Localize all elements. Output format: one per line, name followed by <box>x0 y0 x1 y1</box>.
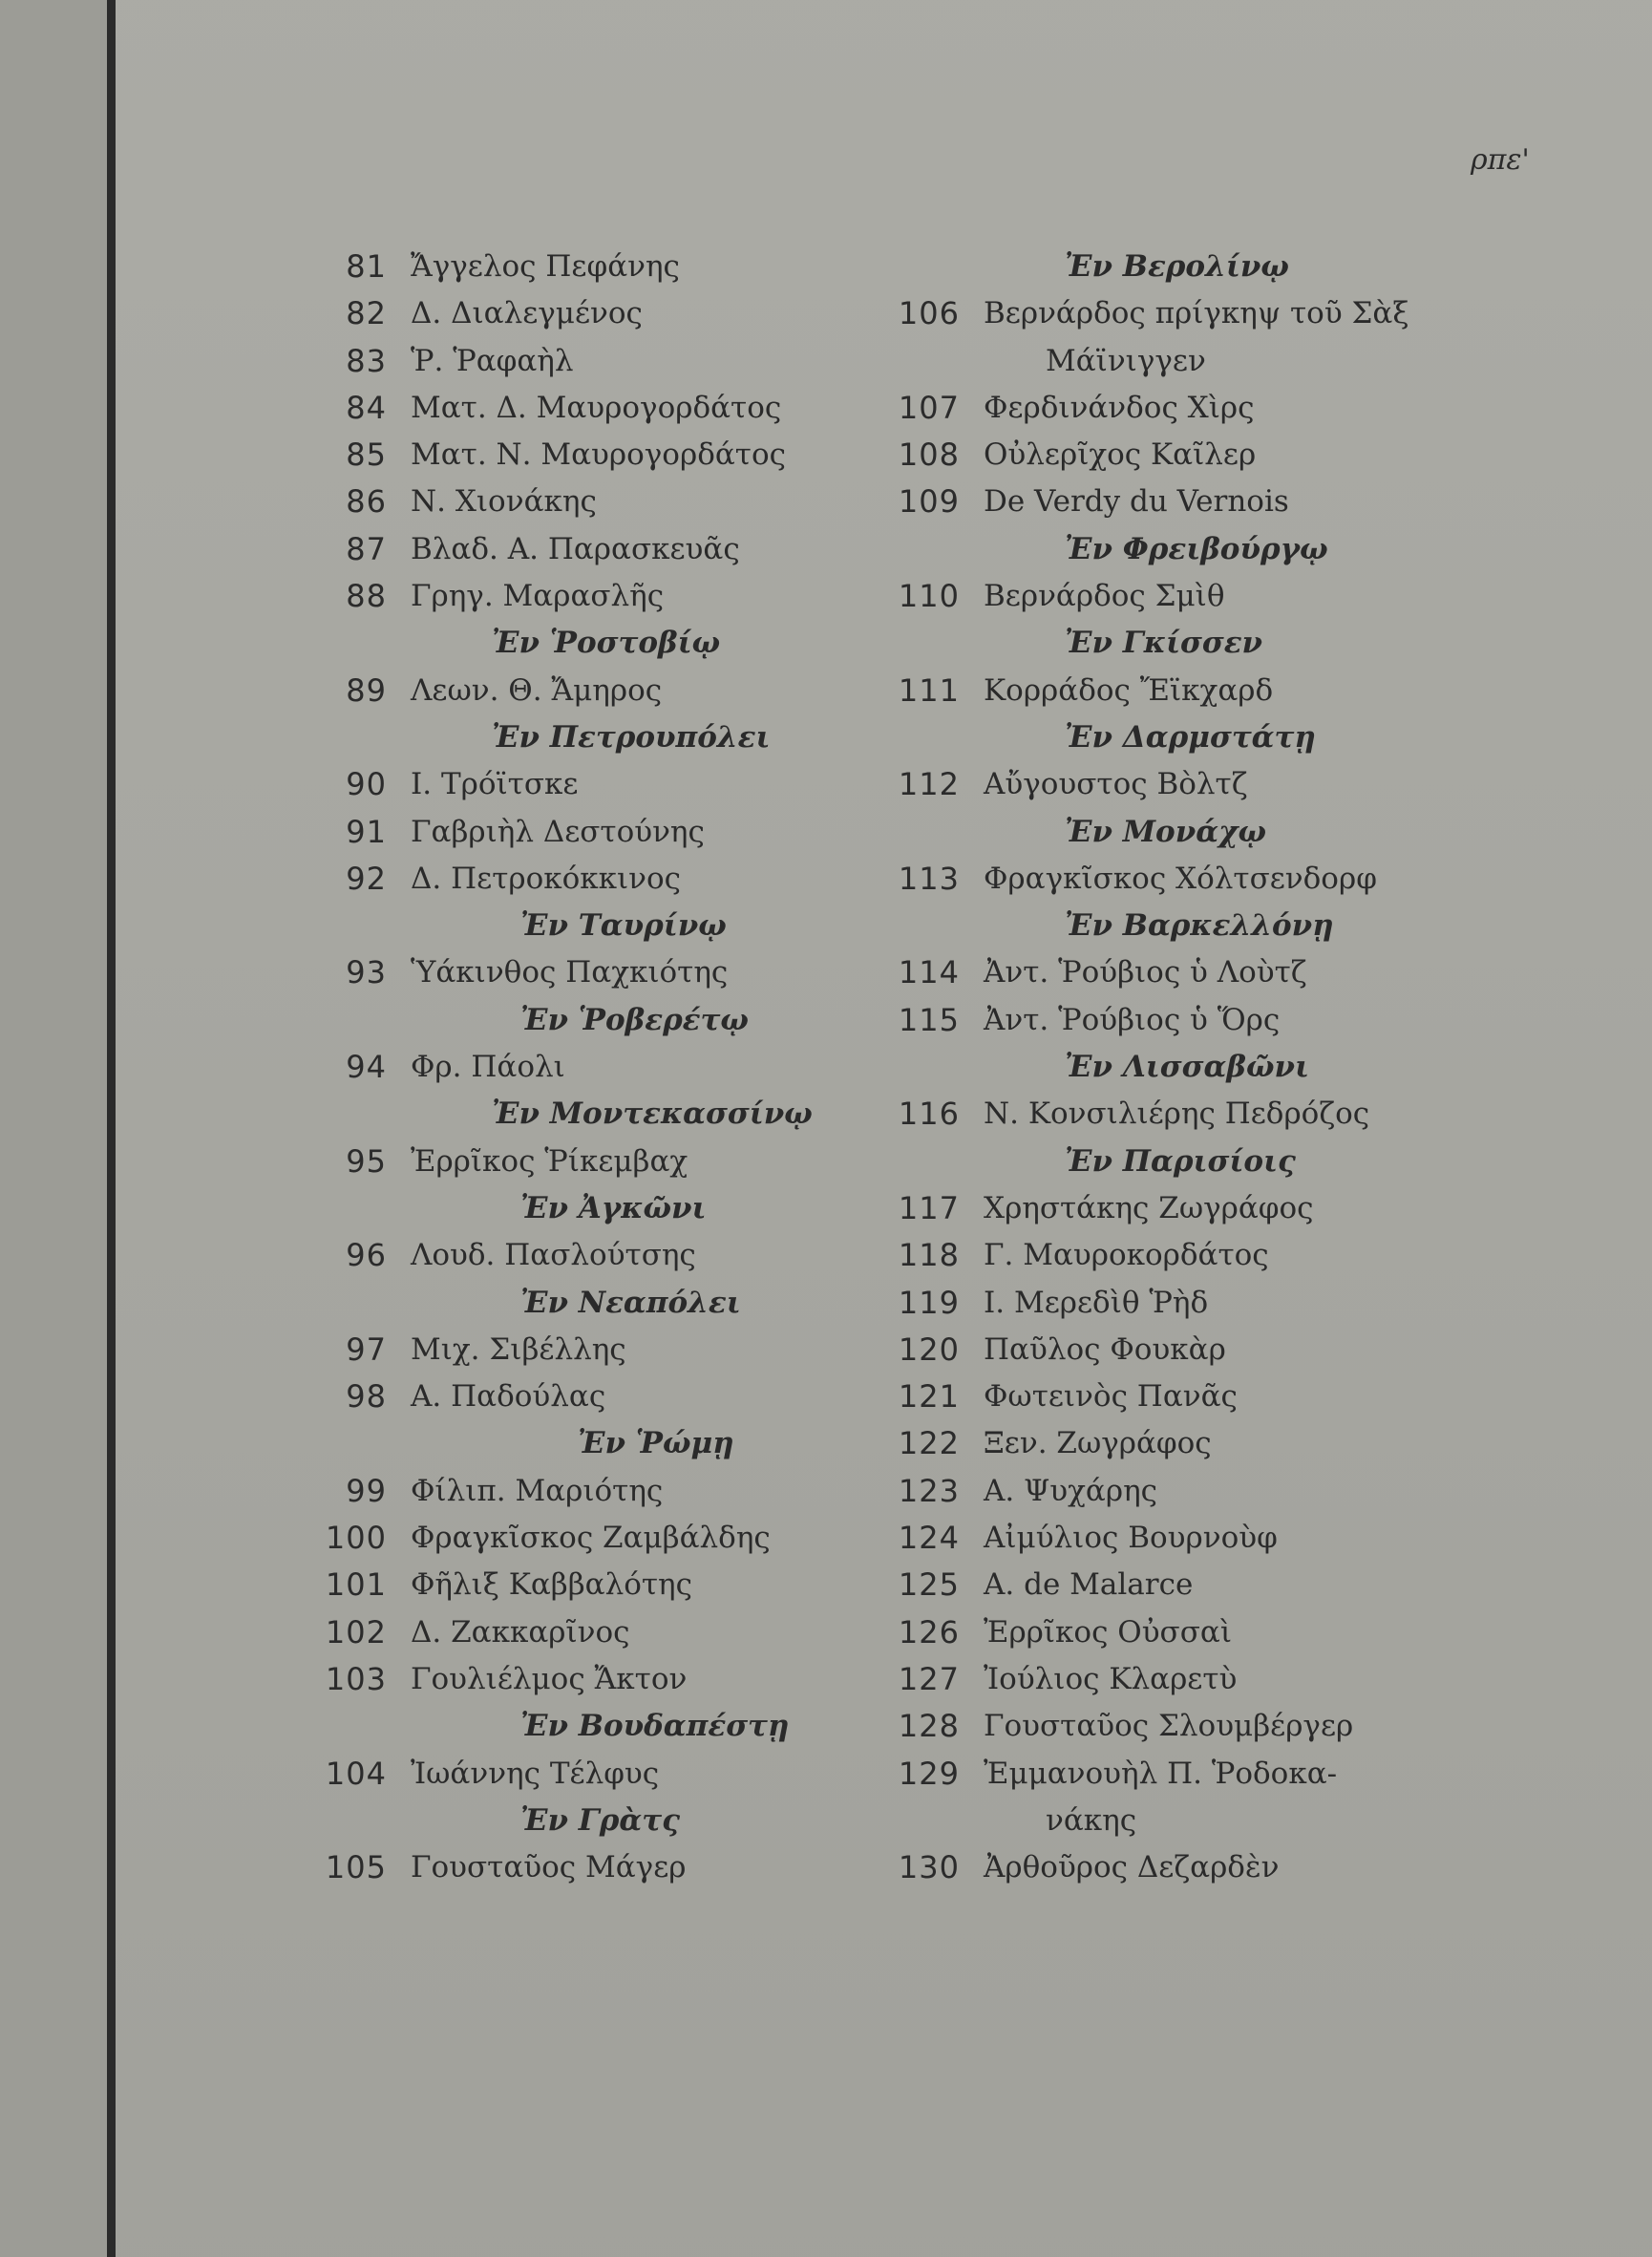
place-heading: Ἐν Βερολίνῳ <box>1065 249 1289 284</box>
place-heading: Ἐν Ῥώμῃ <box>578 1426 734 1461</box>
binding-edge <box>107 0 116 2257</box>
place-heading-row <box>315 1280 888 1327</box>
entry-number: 102 <box>325 1613 387 1650</box>
entry-name: Ι. Τρόϊτσκε <box>411 767 579 802</box>
entry-name: Α. Ψυχάρης <box>984 1473 1158 1508</box>
entry-number: 106 <box>898 295 960 332</box>
left-column-list <box>315 244 888 1891</box>
entry-number: 129 <box>898 1755 960 1792</box>
place-heading-row <box>315 997 888 1044</box>
place-heading-row <box>888 620 1509 667</box>
list-entry <box>888 1468 1509 1515</box>
place-heading: Ἐν Γρὰτς <box>520 1802 680 1838</box>
entry-number: 124 <box>898 1520 960 1557</box>
place-heading-row <box>315 1091 888 1138</box>
place-heading-row <box>888 809 1509 856</box>
list-entry <box>888 1609 1509 1656</box>
entry-number: 119 <box>898 1284 960 1321</box>
entry-name: Λουδ. Πασλούτσης <box>411 1238 696 1273</box>
entry-name: Φρ. Πάολι <box>411 1050 565 1085</box>
entry-number: 104 <box>325 1755 387 1792</box>
entry-name: Ἐρρῖκος Ῥίκεμβαχ <box>411 1143 688 1179</box>
place-heading-row <box>888 526 1509 573</box>
place-heading: Ἐν Μοντεκασσίνῳ <box>492 1097 813 1132</box>
entry-number: 101 <box>325 1566 387 1604</box>
entry-number: 107 <box>898 389 960 426</box>
entry-name: Φῆλιξ Καββαλότης <box>411 1567 692 1603</box>
list-entry <box>315 1844 888 1891</box>
entry-name: Φραγκῖσκος Χόλτσενδορφ <box>984 861 1377 896</box>
entry-number: 117 <box>898 1189 960 1226</box>
entry-number: 110 <box>898 578 960 615</box>
entry-name: Φωτεινὸς Πανᾶς <box>984 1379 1238 1415</box>
place-heading-row <box>888 714 1509 761</box>
entry-number: 100 <box>325 1520 387 1557</box>
entry-name: Ἐμμανουὴλ Π. Ῥοδοκα- <box>984 1756 1338 1791</box>
list-entry <box>315 668 888 714</box>
list-entry <box>315 1515 888 1562</box>
place-heading: Ἐν Βουδαπέστῃ <box>520 1709 790 1744</box>
entry-number: 94 <box>346 1049 387 1086</box>
list-entry <box>315 1139 888 1185</box>
entry-number: 125 <box>898 1566 960 1604</box>
list-entry <box>888 1420 1509 1467</box>
list-entry <box>888 1515 1509 1562</box>
place-heading-row <box>888 903 1509 949</box>
entry-name: Ῥ. Ῥαφαὴλ <box>411 343 574 378</box>
place-heading: Ἐν Φρειβούργῳ <box>1065 531 1328 566</box>
place-heading-row <box>888 244 1509 290</box>
place-heading: Ἐν Νεαπόλει <box>520 1285 741 1320</box>
entry-name: Γ. Μαυροκορδάτος <box>984 1238 1269 1273</box>
place-heading-row <box>888 1139 1509 1185</box>
list-entry <box>315 1656 888 1703</box>
entry-number: 98 <box>346 1378 387 1416</box>
entry-number: 105 <box>325 1849 387 1886</box>
entry-name: Ματ. Δ. Μαυρογορδάτος <box>411 390 782 425</box>
entry-number: 130 <box>898 1849 960 1886</box>
place-heading: Ἐν Γκίσσεν <box>1065 626 1263 661</box>
entry-name: Ἀρθοῦρος Δεζαρδὲν <box>984 1850 1280 1885</box>
place-heading-row <box>315 714 888 761</box>
entry-number: 89 <box>346 671 387 709</box>
entry-number: 109 <box>898 483 960 521</box>
page-margin-strip <box>0 0 107 2257</box>
entry-number: 128 <box>898 1708 960 1745</box>
list-entry <box>315 809 888 856</box>
entry-name: Γουσταῦος Μάγερ <box>411 1850 687 1885</box>
entry-number: 108 <box>898 436 960 474</box>
entry-number: 81 <box>346 248 387 285</box>
entry-name: Δ. Πετροκόκκινος <box>411 861 682 896</box>
entry-name: Φερδινάνδος Χὶρς <box>984 390 1255 425</box>
place-heading: Ἐν Ἀγκῶνι <box>520 1190 707 1225</box>
entry-name: Βερνάρδος πρίγκηψ τοῦ Σὰξ <box>984 296 1409 331</box>
list-entry <box>888 761 1509 808</box>
entry-name: Δ. Ζακκαρῖνος <box>411 1614 630 1650</box>
right-column-list <box>888 244 1509 1891</box>
entry-number: 126 <box>898 1613 960 1650</box>
place-heading: Ἐν Ταυρίνῳ <box>520 908 727 944</box>
place-heading: Ἐν Λισσαβῶνι <box>1065 1050 1309 1085</box>
entry-name: Ι. Μερεδὶθ Ῥὴδ <box>984 1285 1209 1320</box>
list-entry <box>888 432 1509 479</box>
entry-number: 115 <box>898 1001 960 1038</box>
entry-number: 87 <box>346 530 387 567</box>
entry-name: Γαβριὴλ Δεστούνης <box>411 814 705 849</box>
entry-number: 120 <box>898 1331 960 1368</box>
place-heading-row <box>315 620 888 667</box>
list-entry <box>315 1562 888 1608</box>
place-heading-row <box>315 903 888 949</box>
entry-continuation: Μάϊνιγγεν <box>1046 343 1206 378</box>
entry-name: Ἀντ. Ῥούβιος ὑ Λοὺτζ <box>984 955 1307 990</box>
entry-number: 116 <box>898 1096 960 1133</box>
list-entry <box>315 761 888 808</box>
entry-number: 99 <box>346 1472 387 1509</box>
entry-number: 122 <box>898 1425 960 1462</box>
entry-name: Μιχ. Σιβέλλης <box>411 1331 626 1367</box>
entry-continuation-row <box>888 338 1509 385</box>
place-heading: Ἐν Ῥοστοβίῳ <box>492 626 721 661</box>
list-entry <box>888 1232 1509 1279</box>
entry-name: Κορράδος Ἔϊκχαρδ <box>984 672 1274 708</box>
place-heading: Ἐν Βαρκελλόνῃ <box>1065 908 1334 944</box>
entry-name: Ματ. Ν. Μαυρογορδάτος <box>411 437 786 473</box>
list-entry <box>315 1232 888 1279</box>
list-entry <box>888 668 1509 714</box>
entry-name: Παῦλος Φουκὰρ <box>984 1331 1226 1367</box>
list-entry <box>888 479 1509 525</box>
entry-name: Ἰούλιος Κλαρετὺ <box>984 1661 1238 1696</box>
list-entry <box>315 1044 888 1091</box>
list-entry <box>315 856 888 903</box>
entry-continuation: νάκης <box>1046 1802 1137 1838</box>
entry-name: Δ. Διαλεγμένος <box>411 296 643 331</box>
entry-number: 112 <box>898 766 960 803</box>
entry-number: 93 <box>346 954 387 991</box>
place-heading-row <box>315 1420 888 1467</box>
entry-number: 86 <box>346 483 387 521</box>
list-entry <box>888 1844 1509 1891</box>
list-entry <box>888 1656 1509 1703</box>
entry-name: Ἐρρῖκος Οὐσσαὶ <box>984 1614 1232 1650</box>
list-entry <box>888 1703 1509 1750</box>
entry-name: Αὔγουστος Βὸλτζ <box>984 767 1248 802</box>
entry-name: Αἰμύλιος Βουρνοὺφ <box>984 1521 1278 1556</box>
entry-name: Οὐλερῖχος Καῖλερ <box>984 437 1257 473</box>
list-entry <box>888 1751 1509 1798</box>
entry-name: Γουλιέλμος Ἄκτον <box>411 1661 688 1696</box>
entry-number: 82 <box>346 295 387 332</box>
entry-name: Ξεν. Ζωγράφος <box>984 1426 1212 1461</box>
entry-name: Ἀντ. Ῥούβιος ὑ Ὅρς <box>984 1002 1281 1037</box>
list-entry <box>315 526 888 573</box>
place-heading: Ἐν Δαρμστάτῃ <box>1065 719 1316 755</box>
entry-number: 91 <box>346 813 387 850</box>
entry-name: Α. Παδούλας <box>411 1379 606 1415</box>
entry-number: 84 <box>346 389 387 426</box>
entry-number: 90 <box>346 766 387 803</box>
list-entry <box>888 1280 1509 1327</box>
list-entry <box>888 573 1509 620</box>
list-entry <box>315 1327 888 1373</box>
place-heading: Ἐν Ῥοβερέτῳ <box>520 1002 749 1037</box>
entry-name: Ὑάκινθος Παχκιότης <box>411 955 729 990</box>
entry-number: 103 <box>325 1660 387 1697</box>
entry-number: 127 <box>898 1660 960 1697</box>
entry-number: 114 <box>898 954 960 991</box>
list-entry <box>888 997 1509 1044</box>
entry-continuation-row <box>888 1798 1509 1844</box>
list-entry <box>315 479 888 525</box>
entry-number: 88 <box>346 578 387 615</box>
list-entry <box>888 1373 1509 1420</box>
entry-name: Γρηγ. Μαρασλῆς <box>411 579 665 614</box>
entry-number: 83 <box>346 342 387 379</box>
list-entry <box>315 385 888 432</box>
list-entry <box>315 573 888 620</box>
entry-number: 85 <box>346 436 387 474</box>
place-heading: Ἐν Πετρουπόλει <box>492 719 771 755</box>
entry-number: 95 <box>346 1142 387 1180</box>
entry-name: Βερνάρδος Σμὶθ <box>984 579 1225 614</box>
entry-number: 121 <box>898 1378 960 1416</box>
entry-name: Γουσταῦος Σλουμβέργερ <box>984 1709 1354 1744</box>
entry-number: 118 <box>898 1237 960 1274</box>
entry-number: 92 <box>346 860 387 897</box>
entry-name: Ν. Κονσιλιέρης Πεδρόζος <box>984 1097 1370 1132</box>
list-entry <box>315 290 888 337</box>
list-entry <box>315 949 888 996</box>
entry-name: Φίλιπ. Μαριότης <box>411 1473 664 1508</box>
entry-number: 96 <box>346 1237 387 1274</box>
entry-name: Βλαδ. Α. Παρασκευᾶς <box>411 531 740 566</box>
list-entry <box>888 1091 1509 1138</box>
list-entry <box>315 1468 888 1515</box>
entry-number: 113 <box>898 860 960 897</box>
list-entry <box>888 949 1509 996</box>
entry-name: Φραγκῖσκος Ζαμβάλδης <box>411 1521 771 1556</box>
entry-number: 97 <box>346 1331 387 1368</box>
entry-name: Ἰωάννης Τέλφυς <box>411 1756 660 1791</box>
entry-number: 123 <box>898 1472 960 1509</box>
list-entry <box>888 290 1509 337</box>
list-entry <box>315 1373 888 1420</box>
place-heading: Ἐν Παρισίοις <box>1065 1143 1296 1179</box>
place-heading-row <box>315 1703 888 1750</box>
entry-name: A. de Malarce <box>984 1567 1194 1603</box>
entry-number: 111 <box>898 671 960 709</box>
list-entry <box>888 856 1509 903</box>
list-entry <box>315 1751 888 1798</box>
entry-name: De Verdy du Vernois <box>984 484 1289 520</box>
entry-name: Χρηστάκης Ζωγράφος <box>984 1190 1314 1225</box>
list-entry <box>888 1185 1509 1232</box>
list-entry <box>315 244 888 290</box>
entry-name: Ἄγγελος Πεφάνης <box>411 249 680 284</box>
place-heading-row <box>315 1798 888 1844</box>
list-entry <box>315 432 888 479</box>
place-heading-row <box>888 1044 1509 1091</box>
list-entry <box>888 1562 1509 1608</box>
list-entry <box>315 1609 888 1656</box>
list-entry <box>888 385 1509 432</box>
list-entry <box>315 338 888 385</box>
entry-name: Λεων. Θ. Ἄμηρος <box>411 672 663 708</box>
place-heading-row <box>315 1185 888 1232</box>
entry-name: Ν. Χιονάκης <box>411 484 597 520</box>
place-heading: Ἐν Μονάχῳ <box>1065 814 1267 849</box>
list-entry <box>888 1327 1509 1373</box>
page-number: ρπε' <box>1471 143 1530 177</box>
